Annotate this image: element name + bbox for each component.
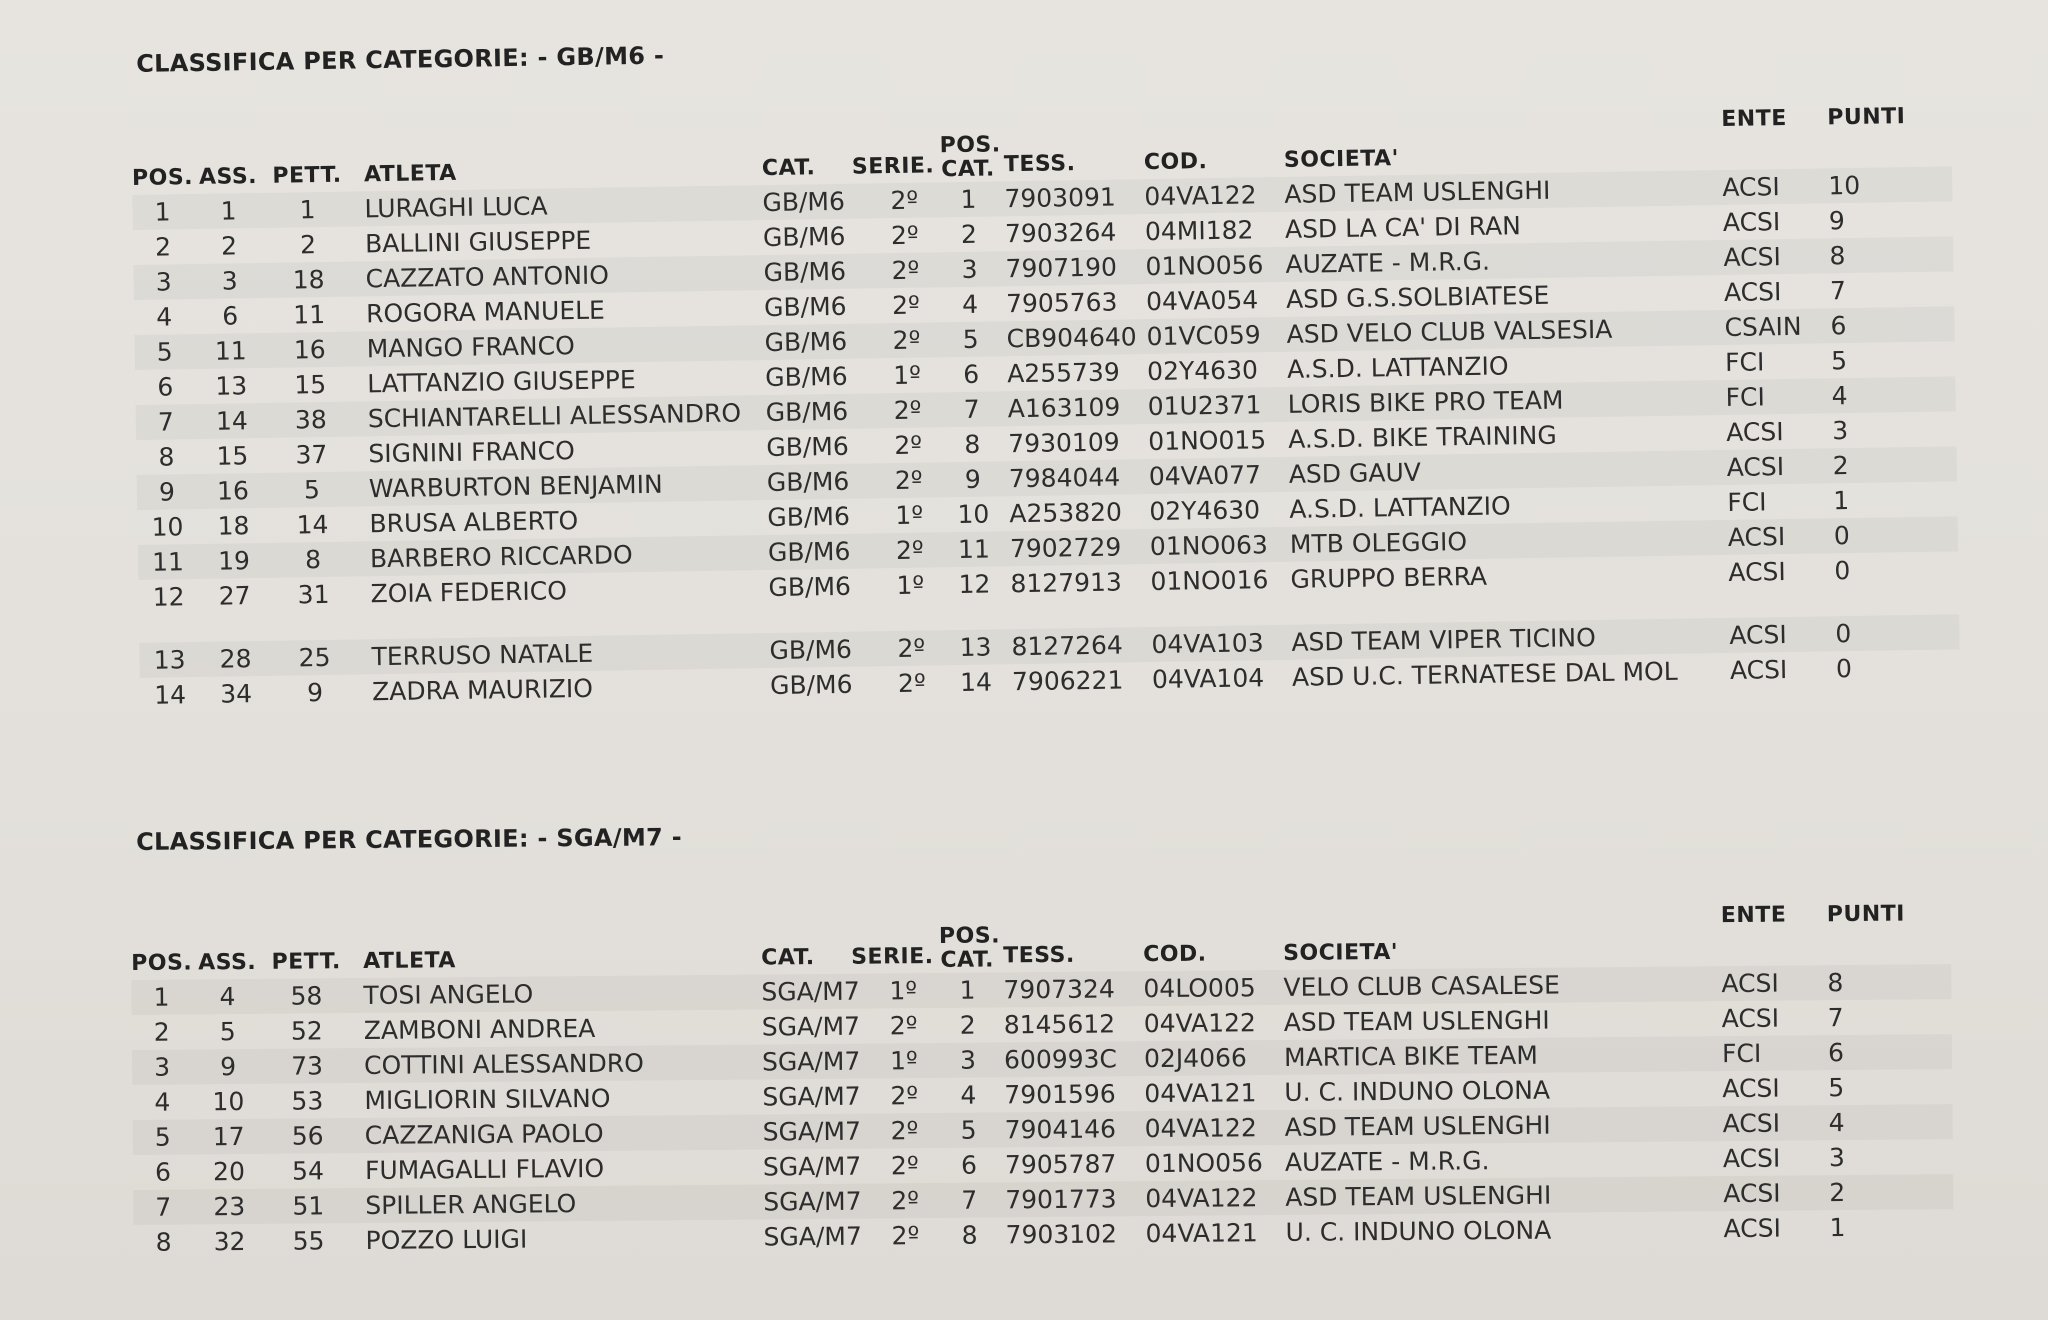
header-cat: CAT. xyxy=(761,155,816,182)
section-title: CLASSIFICA PER CATEGORIE: - SGA/M7 - xyxy=(135,823,683,856)
cell-atleta: BALLINI GIUSEPPE xyxy=(364,225,592,259)
cell-cod: 04MI182 xyxy=(1144,215,1254,247)
cell-atleta: ZADRA MAURIZIO xyxy=(371,673,594,707)
cell-cod: 04VA121 xyxy=(1144,1078,1257,1109)
cell-pett: 31 xyxy=(297,579,330,610)
cell-ente: ACSI xyxy=(1721,968,1779,999)
header-ass: ASS. xyxy=(198,164,258,190)
cell-serie: 1º xyxy=(892,360,922,391)
header-punti: PUNTI xyxy=(1826,901,1906,928)
cell-cod: 04VA103 xyxy=(1151,628,1264,660)
cell-cod: 04VA104 xyxy=(1151,663,1265,695)
cell-punti: 1 xyxy=(1829,1213,1846,1243)
cell-punti: 7 xyxy=(1829,276,1847,306)
cell-pos: 10 xyxy=(151,512,184,542)
header-tess: TESS. xyxy=(1003,942,1075,969)
cell-cod: 04LO005 xyxy=(1143,973,1256,1004)
header-cat: CAT. xyxy=(761,945,815,971)
cell-cod: 01NO056 xyxy=(1144,1148,1264,1179)
cell-serie: 2º xyxy=(895,535,924,566)
header-pos-cat xyxy=(939,132,1001,183)
cell-serie: 2º xyxy=(890,1081,919,1111)
cell-cod: 01NO016 xyxy=(1150,565,1269,597)
cell-pett: 52 xyxy=(290,1016,323,1046)
cell-punti: 10 xyxy=(1828,170,1861,201)
cell-pos: 13 xyxy=(153,645,186,675)
cell-pos: 7 xyxy=(155,1192,172,1222)
cell-societa: ASD GAUV xyxy=(1288,457,1422,489)
header-societa: SOCIETA' xyxy=(1283,939,1399,966)
cell-tess: A163109 xyxy=(1007,392,1121,424)
cell-serie: 2º xyxy=(897,668,926,699)
cell-punti: 7 xyxy=(1827,1003,1844,1033)
cell-ente: ACSI xyxy=(1722,1073,1780,1104)
cell-punti: 3 xyxy=(1831,416,1849,446)
cell-pett: 1 xyxy=(299,195,316,225)
cell-ente: ACSI xyxy=(1729,620,1787,650)
cell-societa: ASD LA CA' DI RAN xyxy=(1284,211,1521,244)
cell-cat: SGA/M7 xyxy=(761,976,860,1007)
cell-tess: 7901596 xyxy=(1004,1079,1116,1110)
cell-punti: 6 xyxy=(1830,311,1847,341)
cell-serie: 2º xyxy=(890,1116,919,1146)
cell-pos-cat: 3 xyxy=(959,1045,977,1075)
cell-atleta: LATTANZIO GIUSEPPE xyxy=(367,365,636,399)
cell-atleta: ZAMBONI ANDREA xyxy=(363,1013,596,1045)
cell-atleta: FUMAGALLI FLAVIO xyxy=(364,1153,605,1185)
cell-cat: SGA/M7 xyxy=(761,1011,861,1042)
cell-societa: ASD U.C. TERNATESE DAL MOL xyxy=(1291,656,1678,692)
cell-atleta: TERRUSO NATALE xyxy=(371,638,594,672)
cell-serie: 2º xyxy=(891,255,920,286)
cell-cod: 04VA077 xyxy=(1148,460,1262,492)
cell-pos: 2 xyxy=(154,232,172,262)
cell-ente: FCI xyxy=(1727,487,1767,517)
cell-tess: 7930109 xyxy=(1008,427,1120,459)
cell-societa: ASD TEAM VIPER TICINO xyxy=(1291,623,1597,657)
cell-ass: 15 xyxy=(216,441,249,471)
cell-atleta: BRUSA ALBERTO xyxy=(369,506,579,539)
cell-societa: ASD TEAM USLENGHI xyxy=(1285,1180,1552,1212)
cell-punti: 0 xyxy=(1834,556,1851,586)
cell-serie: 2º xyxy=(890,1151,919,1181)
cell-serie: 1º xyxy=(896,570,925,601)
header-pos-cat-line1: POS. xyxy=(939,132,1001,159)
cell-serie: 1º xyxy=(895,500,924,531)
cell-societa: A.S.D. LATTANZIO xyxy=(1286,351,1509,384)
cell-ass: 20 xyxy=(212,1157,246,1187)
cell-ass: 5 xyxy=(219,1017,236,1047)
cell-atleta: WARBURTON BENJAMIN xyxy=(368,469,663,504)
cell-cat: GB/M6 xyxy=(766,466,850,498)
cell-atleta: MANGO FRANCO xyxy=(366,331,575,364)
header-cod: COD. xyxy=(1143,149,1208,176)
cell-serie: 2º xyxy=(897,633,926,664)
cell-punti: 8 xyxy=(1829,241,1846,271)
results-rows xyxy=(132,166,1960,713)
cell-societa: ASD VELO CLUB VALSESIA xyxy=(1286,314,1613,349)
cell-punti: 4 xyxy=(1828,1108,1845,1138)
cell-pett: 55 xyxy=(292,1226,325,1256)
cell-tess: 7907190 xyxy=(1005,252,1118,284)
cell-pos-cat: 2 xyxy=(960,219,978,249)
cell-cat: SGA/M7 xyxy=(762,1151,862,1182)
cell-cod: 02Y4630 xyxy=(1146,355,1259,387)
cell-ente: ACSI xyxy=(1723,242,1782,272)
cell-ente: FCI xyxy=(1725,382,1766,412)
header-tess: TESS. xyxy=(1003,151,1076,178)
cell-ass: 1 xyxy=(220,196,237,226)
section-title: CLASSIFICA PER CATEGORIE: - GB/M6 - xyxy=(135,41,665,78)
category-section-sga-m7 xyxy=(130,812,1954,1260)
cell-ente: FCI xyxy=(1724,347,1765,377)
header-ente: ENTE xyxy=(1721,105,1787,133)
cell-pos-cat: 7 xyxy=(963,394,980,424)
cell-ass: 2 xyxy=(220,231,238,261)
cell-ente: ACSI xyxy=(1723,1213,1782,1244)
cell-tess: 8127913 xyxy=(1010,567,1123,599)
header-serie: SERIE. xyxy=(851,943,934,970)
cell-pos: 8 xyxy=(155,1227,172,1257)
cell-societa: LORIS BIKE PRO TEAM xyxy=(1287,385,1564,419)
cell-punti: 5 xyxy=(1828,1073,1845,1103)
cell-cat: GB/M6 xyxy=(762,186,846,218)
cell-pos: 4 xyxy=(154,1087,171,1117)
cell-serie: 2º xyxy=(890,220,919,251)
header-pos-cat-line2: CAT. xyxy=(940,947,995,973)
cell-ass: 10 xyxy=(212,1087,245,1117)
cell-punti: 8 xyxy=(1827,968,1844,998)
header-pett: PETT. xyxy=(272,162,342,189)
cell-cat: GB/M6 xyxy=(769,669,853,701)
header-serie: SERIE. xyxy=(851,153,935,180)
cell-societa: U. C. INDUNO OLONA xyxy=(1284,1075,1551,1107)
cell-cod: 04VA122 xyxy=(1145,1183,1258,1214)
cell-punti: 5 xyxy=(1830,346,1848,376)
header-pett: PETT. xyxy=(271,949,341,975)
cell-pett: 14 xyxy=(296,509,329,540)
cell-atleta: POZZO LUIGI xyxy=(365,1224,528,1255)
cell-ass: 11 xyxy=(214,336,247,366)
header-punti: PUNTI xyxy=(1827,104,1906,131)
cell-cod: 01NO063 xyxy=(1149,530,1269,562)
cell-cat: SGA/M7 xyxy=(762,1116,862,1147)
cell-ente: ACSI xyxy=(1725,417,1784,447)
cell-pos: 2 xyxy=(153,1017,170,1047)
cell-pos: 14 xyxy=(154,680,187,710)
cell-pos-cat: 8 xyxy=(961,1220,978,1250)
cell-cat: GB/M6 xyxy=(769,634,853,666)
cell-ente: ACSI xyxy=(1722,1143,1781,1174)
header-atleta: ATLETA xyxy=(363,160,457,188)
cell-cat: GB/M6 xyxy=(763,291,847,323)
cell-ass: 23 xyxy=(213,1192,246,1222)
cell-pett: 25 xyxy=(298,642,331,673)
header-pos: POS. xyxy=(131,165,194,191)
cell-tess: A255739 xyxy=(1006,357,1120,389)
cell-cat: GB/M6 xyxy=(767,536,851,568)
cell-pett: 54 xyxy=(291,1156,325,1186)
cell-societa: A.S.D. BIKE TRAINING xyxy=(1288,420,1557,454)
cell-atleta: SCHIANTARELLI ALESSANDRO xyxy=(367,398,742,434)
cell-pett: 16 xyxy=(293,334,326,365)
cell-societa: A.S.D. LATTANZIO xyxy=(1289,491,1511,524)
cell-atleta: MIGLIORIN SILVANO xyxy=(364,1083,611,1115)
cell-cod: 01U2371 xyxy=(1147,390,1262,422)
cell-cod: 01VC059 xyxy=(1146,320,1261,352)
cell-tess: 7984044 xyxy=(1008,462,1121,494)
cell-ass: 28 xyxy=(219,644,252,674)
cell-tess: 7905763 xyxy=(1005,287,1118,319)
cell-ente: ACSI xyxy=(1723,1178,1781,1209)
cell-ente: ACSI xyxy=(1723,277,1782,307)
cell-societa: ASD TEAM USLENGHI xyxy=(1283,1005,1550,1037)
header-pos-cat-line1: POS. xyxy=(938,923,1001,949)
cell-pos: 12 xyxy=(152,582,185,612)
cell-tess: CB904640 xyxy=(1006,322,1137,354)
cell-societa: ASD TEAM USLENGHI xyxy=(1284,1110,1551,1142)
cell-cod: 01NO015 xyxy=(1148,425,1267,457)
cell-atleta: BARBERO RICCARDO xyxy=(369,540,633,574)
cell-pos-cat: 9 xyxy=(964,464,982,494)
cell-cod: 04VA054 xyxy=(1145,285,1259,317)
cell-cat: GB/M6 xyxy=(762,221,846,253)
cell-atleta: CAZZATO ANTONIO xyxy=(365,260,610,294)
cell-ente: ACSI xyxy=(1727,522,1786,552)
cell-cat: GB/M6 xyxy=(764,361,848,393)
cell-pos-cat: 5 xyxy=(962,324,979,354)
cell-cod: 04VA122 xyxy=(1143,1008,1257,1039)
cell-ass: 14 xyxy=(215,406,248,436)
cell-cat: SGA/M7 xyxy=(761,1046,861,1077)
cell-cat: SGA/M7 xyxy=(763,1221,862,1252)
cell-tess: 7903091 xyxy=(1004,182,1117,214)
cell-societa: ASD TEAM USLENGHI xyxy=(1284,175,1551,209)
cell-pett: 2 xyxy=(299,230,317,260)
cell-tess: 8127264 xyxy=(1011,630,1124,662)
cell-tess: 7906221 xyxy=(1011,665,1124,697)
cell-ass: 6 xyxy=(222,301,239,331)
cell-pett: 5 xyxy=(303,475,321,505)
cell-atleta: ROGORA MANUELE xyxy=(365,295,606,329)
cell-ente: ACSI xyxy=(1729,655,1788,685)
cell-ente: ACSI xyxy=(1722,1108,1781,1139)
cell-pos-cat: 14 xyxy=(959,667,993,698)
cell-punti: 0 xyxy=(1833,521,1850,551)
cell-cod: 04VA122 xyxy=(1144,180,1257,212)
cell-pos-cat: 1 xyxy=(959,975,976,1005)
cell-cod: 02J4066 xyxy=(1143,1043,1247,1074)
header-pos-cat-line2: CAT. xyxy=(941,156,995,183)
header-pos-cat xyxy=(938,923,1001,973)
cell-atleta: COTTINI ALESSANDRO xyxy=(363,1048,644,1080)
category-section-gb-m6 xyxy=(130,21,1960,713)
cell-punti: 2 xyxy=(1829,1178,1846,1208)
cell-pos: 9 xyxy=(158,477,176,507)
cell-pos-cat: 7 xyxy=(961,1185,978,1215)
cell-societa: AUZATE - M.R.G. xyxy=(1284,1146,1490,1177)
cell-pett: 56 xyxy=(291,1121,324,1151)
cell-ente: ACSI xyxy=(1726,452,1785,482)
cell-societa: AUZATE - M.R.G. xyxy=(1285,246,1491,279)
cell-serie: 2º xyxy=(892,325,921,356)
cell-punti: 3 xyxy=(1828,1143,1845,1173)
cell-tess: A253820 xyxy=(1009,497,1123,529)
cell-tess: 7902729 xyxy=(1009,532,1122,564)
cell-ass: 18 xyxy=(217,511,250,541)
cell-ass: 9 xyxy=(220,1052,237,1082)
cell-pett: 11 xyxy=(293,299,326,330)
cell-ass: 19 xyxy=(217,546,251,576)
cell-tess: 7903102 xyxy=(1005,1219,1118,1250)
cell-tess: 7901773 xyxy=(1005,1184,1117,1215)
cell-pos: 3 xyxy=(155,267,172,297)
cell-punti: 0 xyxy=(1835,619,1852,649)
results-rows xyxy=(131,964,1953,1260)
cell-pett: 58 xyxy=(290,981,323,1011)
cell-pett: 15 xyxy=(294,369,327,400)
cell-ente: ACSI xyxy=(1721,1003,1780,1034)
cell-pett: 18 xyxy=(292,264,325,295)
cell-pett: 37 xyxy=(295,439,328,470)
cell-ass: 34 xyxy=(219,679,253,709)
cell-ass: 16 xyxy=(216,476,250,506)
cell-societa: ASD G.S.SOLBIATESE xyxy=(1285,280,1550,314)
cell-cod: 04VA121 xyxy=(1145,1218,1258,1249)
cell-pos: 7 xyxy=(157,407,175,437)
cell-ente: FCI xyxy=(1721,1038,1762,1069)
cell-societa: VELO CLUB CASALESE xyxy=(1283,970,1561,1002)
header-pos: POS. xyxy=(131,950,193,976)
cell-serie: 2º xyxy=(890,185,919,216)
cell-pos-cat: 6 xyxy=(963,359,980,389)
cell-serie: 1º xyxy=(889,1046,918,1076)
cell-ente: ACSI xyxy=(1722,172,1780,203)
cell-tess: 7903264 xyxy=(1004,217,1117,249)
cell-cat: GB/M6 xyxy=(765,396,849,428)
cell-pos-cat: 11 xyxy=(957,534,991,565)
header-atleta: ATLETA xyxy=(363,948,456,974)
header-societa: SOCIETA' xyxy=(1283,146,1400,173)
cell-pos: 8 xyxy=(158,442,175,472)
cell-cod: 04VA122 xyxy=(1144,1113,1257,1144)
cell-ass: 27 xyxy=(218,581,251,611)
cell-ass: 3 xyxy=(221,266,238,296)
cell-ass: 4 xyxy=(219,982,236,1012)
cell-atleta: SIGNINI FRANCO xyxy=(368,436,575,469)
cell-serie: 2º xyxy=(893,395,922,426)
cell-atleta: LURAGHI LUCA xyxy=(364,191,548,224)
cell-pos-cat: 6 xyxy=(960,1150,978,1180)
cell-punti: 2 xyxy=(1832,451,1849,481)
cell-atleta: ZOIA FEDERICO xyxy=(370,576,568,609)
cell-serie: 2º xyxy=(891,1186,920,1216)
cell-pos-cat: 13 xyxy=(959,632,992,663)
cell-pett: 8 xyxy=(304,545,322,575)
cell-societa: GRUPPO BERRA xyxy=(1290,561,1488,594)
cell-ass: 32 xyxy=(213,1227,246,1257)
cell-serie: 2º xyxy=(894,430,923,461)
cell-pos: 6 xyxy=(157,372,174,402)
cell-societa: MARTICA BIKE TEAM xyxy=(1283,1040,1538,1072)
cell-punti: 4 xyxy=(1831,381,1848,411)
header-cod: COD. xyxy=(1143,941,1207,968)
cell-pos: 1 xyxy=(153,982,170,1012)
cell-cat: GB/M6 xyxy=(763,256,847,288)
cell-cat: GB/M6 xyxy=(768,571,852,603)
cell-punti: 6 xyxy=(1827,1038,1845,1068)
cell-ass: 13 xyxy=(215,371,248,401)
cell-cat: GB/M6 xyxy=(767,501,851,533)
cell-serie: 2º xyxy=(894,465,923,496)
cell-pos-cat: 2 xyxy=(959,1010,976,1040)
cell-serie: 2º xyxy=(891,1221,920,1251)
cell-pos: 5 xyxy=(156,337,173,367)
cell-pett: 53 xyxy=(291,1086,324,1116)
cell-tess: 8145612 xyxy=(1003,1009,1116,1040)
cell-atleta: TOSI ANGELO xyxy=(363,979,534,1010)
cell-pos-cat: 1 xyxy=(960,184,977,214)
header-ass: ASS. xyxy=(198,949,257,976)
cell-punti: 9 xyxy=(1828,206,1846,236)
cell-pos: 5 xyxy=(154,1122,171,1152)
cell-societa: MTB OLEGGIO xyxy=(1289,527,1468,559)
cell-tess: 7907324 xyxy=(1003,974,1115,1005)
cell-cat: SGA/M7 xyxy=(763,1186,862,1217)
cell-pett: 9 xyxy=(306,678,324,708)
cell-pos: 11 xyxy=(151,547,185,577)
cell-punti: 1 xyxy=(1833,486,1850,516)
cell-pos: 6 xyxy=(154,1157,172,1187)
cell-pos-cat: 5 xyxy=(960,1115,977,1145)
cell-pett: 51 xyxy=(292,1191,325,1221)
cell-pos-cat: 8 xyxy=(964,429,981,459)
cell-cat: SGA/M7 xyxy=(762,1081,861,1112)
cell-cat: GB/M6 xyxy=(764,326,848,358)
cell-pett: 38 xyxy=(294,404,327,435)
cell-pos-cat: 4 xyxy=(960,1080,977,1110)
cell-tess: 7905787 xyxy=(1004,1149,1117,1180)
cell-serie: 2º xyxy=(891,290,921,321)
cell-ente: ACSI xyxy=(1722,207,1781,237)
cell-cat: GB/M6 xyxy=(766,431,849,463)
cell-pos-cat: 4 xyxy=(961,289,979,319)
cell-cod: 01NO056 xyxy=(1145,250,1264,282)
cell-pos: 3 xyxy=(154,1052,171,1082)
header-ente: ENTE xyxy=(1720,902,1787,929)
cell-cod: 02Y4630 xyxy=(1149,495,1261,527)
cell-ass: 17 xyxy=(212,1122,245,1152)
cell-societa: U. C. INDUNO OLONA xyxy=(1285,1215,1552,1247)
cell-serie: 2º xyxy=(889,1011,918,1041)
cell-pos-cat: 3 xyxy=(961,254,978,284)
cell-pos: 1 xyxy=(154,197,171,227)
cell-serie: 1º xyxy=(889,976,918,1006)
cell-pos: 4 xyxy=(156,302,173,332)
cell-tess: 7904146 xyxy=(1004,1114,1117,1145)
cell-pos-cat: 10 xyxy=(957,499,990,530)
cell-ente: CSAIN xyxy=(1724,311,1802,342)
cell-atleta: SPILLER ANGELO xyxy=(365,1189,577,1220)
cell-pos-cat: 12 xyxy=(958,569,991,600)
cell-punti: 0 xyxy=(1835,654,1853,684)
cell-ente: ACSI xyxy=(1728,557,1786,587)
cell-pett: 73 xyxy=(291,1051,324,1081)
cell-atleta: CAZZANIGA PAOLO xyxy=(364,1118,604,1150)
cell-tess: 600993C xyxy=(1003,1044,1118,1075)
